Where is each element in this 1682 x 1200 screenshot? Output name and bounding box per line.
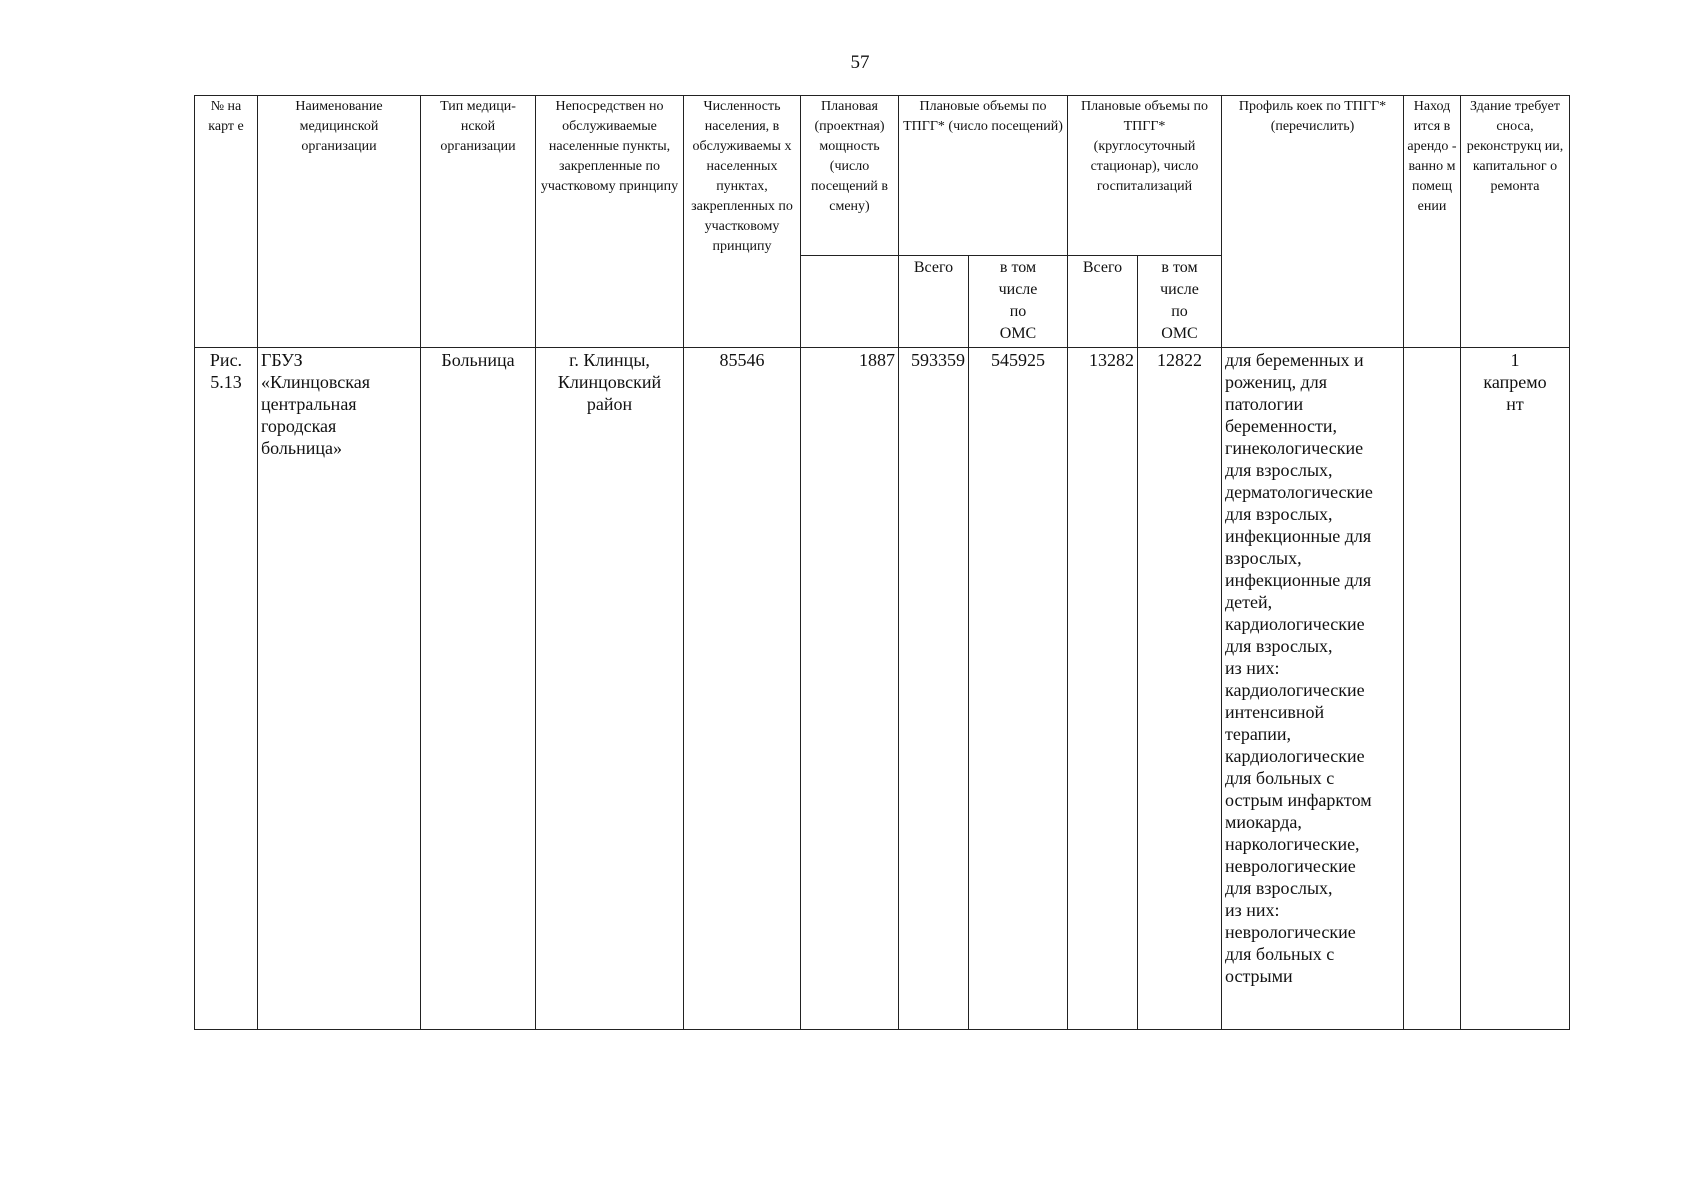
cell-visits-total: 593359 xyxy=(899,348,969,1030)
header-visits-total: Всего xyxy=(899,256,969,348)
cell-visits-oms: 545925 xyxy=(969,348,1068,1030)
cell-hosp-total: 13282 xyxy=(1068,348,1138,1030)
header-hosp-total: Всего xyxy=(1068,256,1138,348)
header-map-no: № на карт е xyxy=(195,96,258,348)
header-rented-premises: Наход ится в арендо - ванно м помещ ении xyxy=(1404,96,1461,348)
medical-organizations-table xyxy=(194,95,1570,1030)
cell-map-no: Рис. 5.13 xyxy=(195,348,258,1030)
header-visits-group: Плановые объемы по ТПГГ* (число посещений) xyxy=(899,96,1068,256)
header-capacity: Плановая (проектная) мощность (число посещений в смену) xyxy=(801,96,899,256)
header-population: Численность населения, в обслуживаемы х населенных пунктах, закрепленных по участковому принципу xyxy=(684,96,801,348)
header-hospitalizations-group: Плановые объемы по ТПГГ* (круглосуточный стационар), число госпитализаций xyxy=(1068,96,1222,256)
header-building-repair: Здание требует сноса, реконструкц ии, капитальног о ремонта xyxy=(1461,96,1570,348)
table-row xyxy=(195,348,1570,1030)
cell-building: 1 капремо нт xyxy=(1461,348,1570,1030)
cell-bed-profile: для беременных и рожениц, для патологии беременности, гинекологические для взрослых, дерматологические для взрослых, инфекционные для взрослых, инфекционные для детей, кардиологические для взрослых, из них: кардиологические интенсивной терапии, кардиологические для больных с острым инфарктом миокарда, наркологические, неврологические для взрослых, из них: неврологические для больных с острыми xyxy=(1222,348,1404,1030)
cell-settlements: г. Клинцы, Клинцовский район xyxy=(536,348,684,1030)
header-org-name: Наименование медицинской организации xyxy=(258,96,421,348)
header-hosp-oms: в том числе по ОМС xyxy=(1138,256,1222,348)
header-capacity-empty xyxy=(801,256,899,348)
header-visits-oms: в том числе по ОМС xyxy=(969,256,1068,348)
cell-org-type: Больница xyxy=(421,348,536,1030)
cell-org-name: ГБУЗ «Клинцовская центральная городская больница» xyxy=(258,348,421,1030)
cell-rented xyxy=(1404,348,1461,1030)
header-bed-profile: Профиль коек по ТПГГ* (перечислить) xyxy=(1222,96,1404,348)
header-settlements: Непосредствен но обслуживаемые населенные пункты, закрепленные по участковому принципу xyxy=(536,96,684,348)
page-number: 57 xyxy=(850,52,870,73)
header-org-type: Тип медици-нской организации xyxy=(421,96,536,348)
cell-capacity: 1887 xyxy=(801,348,899,1030)
cell-hosp-oms: 12822 xyxy=(1138,348,1222,1030)
cell-population: 85546 xyxy=(684,348,801,1030)
header-row-1 xyxy=(195,96,1570,256)
